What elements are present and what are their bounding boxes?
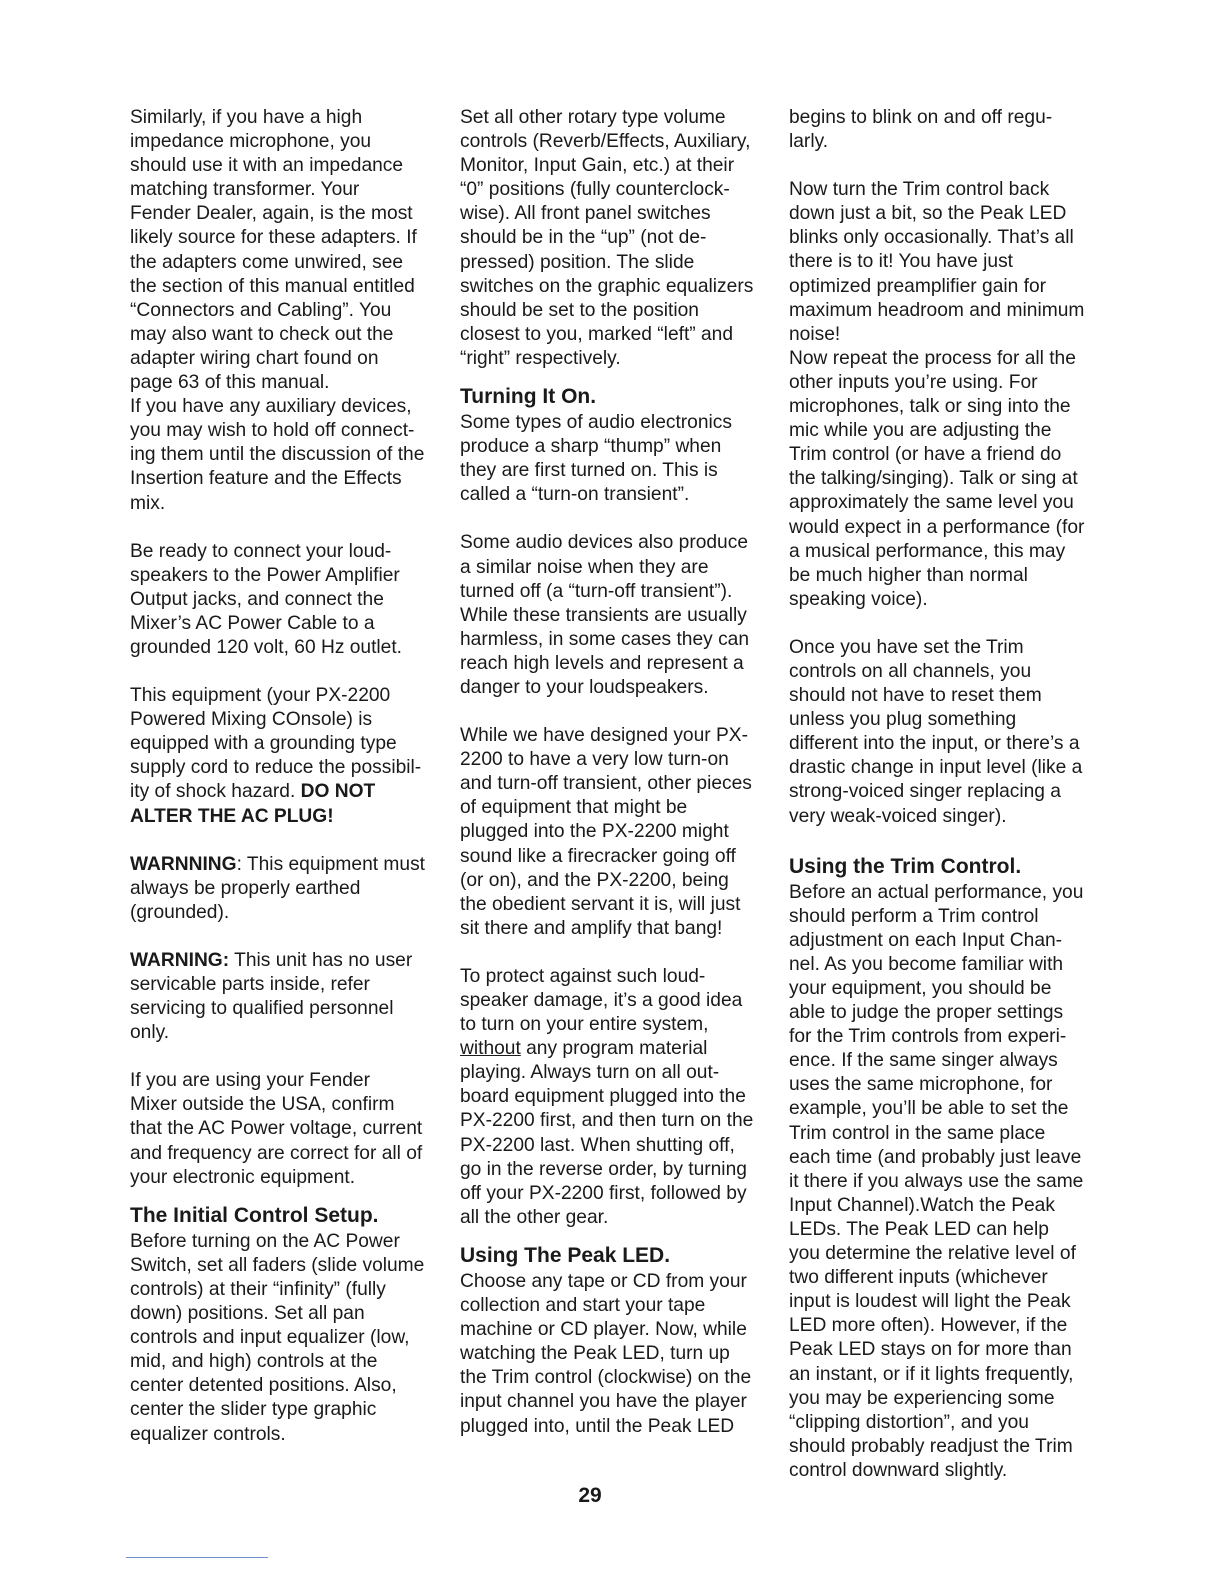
warnning-label: WARNNING (130, 853, 237, 875)
paragraph-peak-led: Choose any tape or CD from your collection and start your tape machine or CD player. Now, while watching the Peak LED, turn up the Trim control (clockwise) on the input channel you have the player plugged into, until the Peak LED (460, 1270, 752, 1437)
column-left (130, 106, 450, 1447)
warning-label: WARNING: (130, 949, 230, 971)
paragraph-grounding (130, 684, 450, 829)
heading-turning-it-on: Turning It On. (460, 385, 597, 409)
page-number: 29 (578, 1484, 602, 1507)
paragraph-impedance: Similarly, if you have a high impedance microphone, you should use it with an impedance matching transformer. Your Fender Dealer, again, is the most likely source for these adapters. If the adapters come unwired, see the section of this manual entitled “Connectors and Cabling”. You may also want to check out the adapter wiring chart found on page 63 of this manual. (130, 107, 417, 394)
paragraph-service-warning (130, 949, 450, 1045)
service-text: This unit has no user servicable parts inside, refer servicing to qualified personnel only. (130, 949, 413, 1044)
paragraph-initial-setup: Before turning on the AC Power Switch, set all faders (slide volume controls) at their “infinity” (fully down) positions. Set all pan controls and input equalizer (low, mid, and high) controls at the center detented positions. Also, center the slider type graphic equalizer controls. (130, 1230, 425, 1445)
paragraph-rotary-controls: Set all other rotary type volume controls (Reverb/Effects, Auxiliary, Monitor, Input Gain, etc.) at their “0” positions (fully counterclock- wise). All front panel switches should be in the “up” (not de- pressed) position. The slide switches on the graphic equalizers should be set to the position closest to you, marked “left” and “right” respectively. (460, 107, 754, 369)
paragraph-outside-usa: If you are using your Fender Mixer outside the USA, confirm that the AC Power voltage, current and frequency are correct for all of your electronic equipment. (130, 1070, 423, 1188)
protect-text-b: any program material playing. Always turn on all out- board equipment plugged into the PX-2200 first, and then turn on the PX-2200 last. When shutting off, go in the reverse order, by turning off your PX-2200 first, followed by all the other gear. (460, 1038, 754, 1228)
column-middle (460, 106, 780, 1439)
paragraph-set-trim: Once you have set the Trim controls on all channels, you should not have to reset them unless you plug something different into the input, or there’s a drastic change in input level (like a strong-voiced singer replacing a very weak-voiced singer). (789, 636, 1083, 827)
paragraph-loudspeakers: Be ready to connect your loud- speakers to the Power Amplifier Output jacks, and connect the Mixer’s AC Power Cable to a grounded 120 volt, 60 Hz outlet. (130, 540, 403, 658)
grounding-text: This equipment (your PX-2200 Powered Mixing COnsole) is equipped with a grounding type supply cord to reduce the possibil- ity of shock hazard. (130, 685, 422, 803)
column-right (789, 106, 1119, 1483)
heading-initial-control-setup: The Initial Control Setup. (130, 1203, 379, 1227)
paragraph-repeat-process: Now repeat the process for all the other inputs you’re using. For microphones, talk or sing into the mic while you are adjusting the Trim control (or have a friend do the talking/singing). Talk or sing at approximately the same level you would expect in a performance (for a musical performance, this may be much higher than normal speaking voice). (789, 347, 1085, 610)
paragraph-trim-control: Before an actual performance, you should perform a Trim control adjustment on each Input Chan- nel. As you become familiar with your equipment, you should be able to judge the proper settings for the Trim controls from experi- ence. If the same singer always uses the same microphone, for example, you’ll be able to set the Trim control in the same place each time (and probably just leave it there if you always use the same Input Channel).Watch the Peak LEDs. The Peak LED can help you determine the relative level of two different inputs (whichever input is loudest will light the Peak LED more often). However, if the Peak LED stays on for more than an instant, or if it lights frequently, you may be experiencing some “clipping distortion”, and you should probably readjust the Trim control downward slightly. (789, 881, 1084, 1481)
paragraph-trim-back: Now turn the Trim control back down just a bit, so the Peak LED blinks only occasionally. That’s all there is to it! You have just optimized preamplifier gain for maximum headroom and minimum noise! (789, 179, 1085, 345)
paragraph-low-transient: While we have designed your PX- 2200 to have a very low turn-on and turn-off transient, other pieces of equipment that might be plugged into the PX-2200 might sound like a firecracker going off (or on), and the PX-2200, being the obedient servant it is, will just sit there and amplify that bang! (460, 725, 752, 939)
footer-rule (126, 1557, 268, 1558)
paragraph-turn-on-transient: Some types of audio electronics produce a sharp “thump” when they are first turned on. This is called a “turn-on transient”. (460, 412, 732, 506)
paragraph-auxiliary: If you have any auxiliary devices, you may wish to hold off connect- ing them until the discussion of the Insertion feature and the Effects mix. (130, 396, 425, 514)
heading-using-peak-led: Using The Peak LED. (460, 1243, 671, 1267)
grounding-warning: DO NOT ALTER THE AC PLUG! (130, 781, 376, 827)
protect-text-a: To protect against such loud- speaker damage, it’s a good idea to turn on your entire system, (460, 965, 743, 1036)
paragraph-blink: begins to blink on and off regu- larly. (789, 107, 1053, 153)
without-underlined: without (460, 1038, 521, 1060)
paragraph-protect-speakers (460, 965, 780, 1230)
earthed-text: : This equipment must always be properly earthed (grounded). (130, 853, 426, 923)
paragraph-earthed-warning (130, 853, 450, 925)
paragraph-turn-off-transient: Some audio devices also produce a similar noise when they are turned off (a “turn-off transient”). While these transients are usually harmless, in some cases they can reach high levels and represent a danger to your loudspeakers. (460, 532, 750, 698)
heading-using-trim-control: Using the Trim Control. (789, 854, 1022, 878)
